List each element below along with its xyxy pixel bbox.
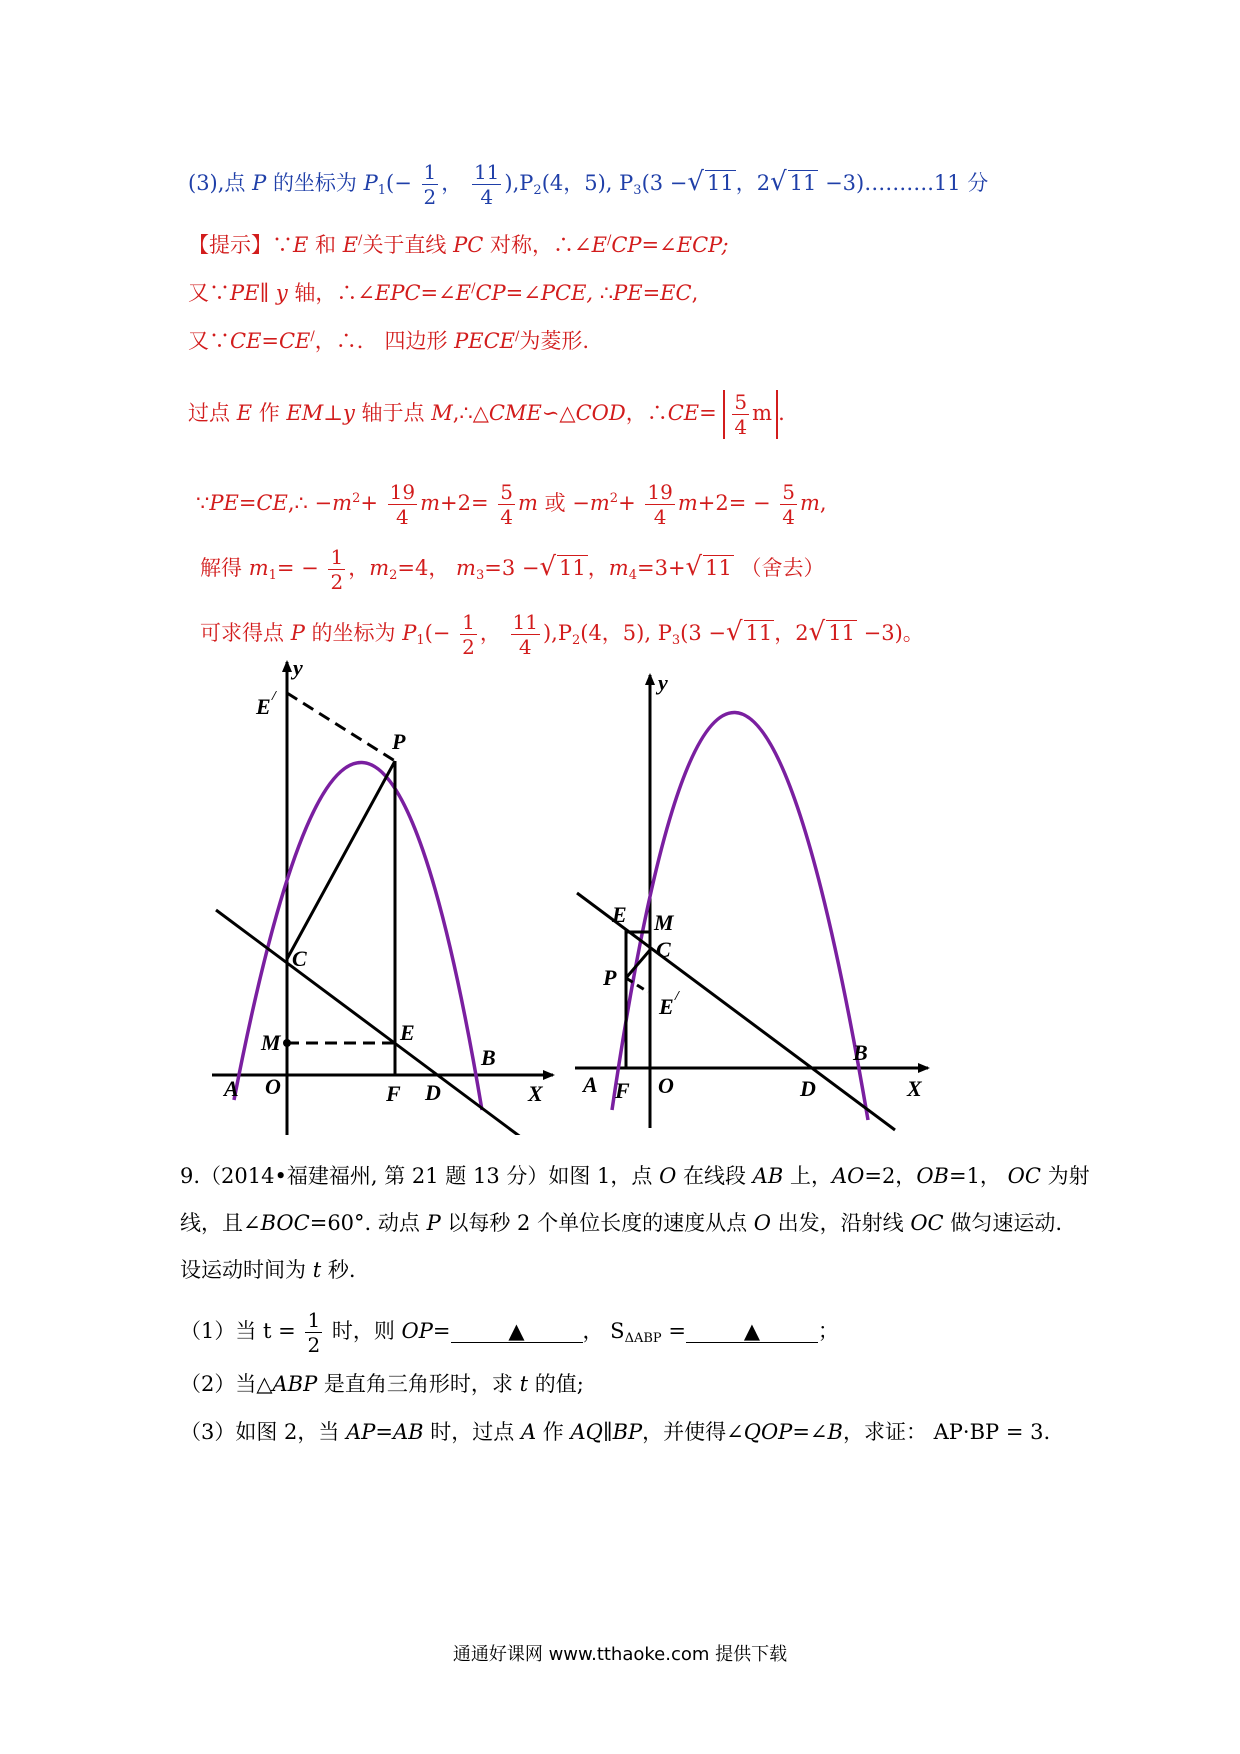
label-e: E (400, 1020, 415, 1045)
text: QOP (743, 1420, 793, 1444)
text: EM (286, 401, 324, 425)
text: m (752, 401, 773, 425)
label-p: P (603, 965, 617, 990)
text: ∴ (593, 281, 614, 305)
fraction (732, 390, 749, 439)
numerator: 11 (512, 610, 538, 634)
text: ),P (504, 171, 534, 195)
radicand: 11 (745, 621, 773, 645)
text: ， (587, 556, 609, 580)
label-a: A (224, 1076, 239, 1101)
label-e-prime: E (256, 694, 271, 719)
denominator: 4 (500, 505, 513, 529)
text: (3 − (641, 171, 688, 195)
radicand: 11 (559, 556, 586, 580)
text: 做匀速运动. (943, 1211, 1062, 1235)
text: t (519, 1372, 529, 1396)
text: BP (612, 1420, 643, 1444)
prime: / (515, 329, 520, 344)
text: 又∵ (188, 281, 230, 305)
text: 作 (252, 401, 287, 425)
text: AP (346, 1420, 376, 1444)
text: 的值; (528, 1372, 584, 1396)
text: P (252, 171, 267, 195)
hint-line-4 (188, 390, 785, 439)
page-footer: 通通好课网 www.tthaoke.com 提供下载 (452, 1644, 788, 1665)
text: 过点 (188, 401, 237, 425)
text: OB (916, 1164, 949, 1188)
text: (− (424, 621, 451, 645)
numerator: 1 (307, 1308, 321, 1332)
text: 作 (536, 1420, 571, 1444)
text: =3+ (636, 556, 686, 580)
text: ,∴ − (287, 491, 333, 515)
text: AO (831, 1164, 865, 1188)
label-e-prime-mark: / (272, 689, 276, 704)
figure-right (570, 660, 935, 1135)
fraction (472, 160, 501, 209)
sqrt-sign: √ (725, 617, 743, 647)
text: （3）如图 2，当 (180, 1420, 347, 1444)
label-o: O (265, 1074, 281, 1099)
text: 上， (783, 1164, 832, 1188)
text: 出发，沿射线 (770, 1211, 911, 1235)
problem9-line2 (180, 1209, 1062, 1237)
text: E (293, 233, 309, 257)
text: O (659, 1164, 677, 1188)
text: t (312, 1258, 322, 1282)
text: （2）当△ (180, 1372, 273, 1396)
dashed-ep (287, 693, 395, 761)
label-y: y (658, 670, 668, 695)
text: 时，则 (325, 1319, 402, 1343)
text: 3 (475, 568, 485, 583)
problem9-q1 (180, 1308, 839, 1357)
text: B (827, 1420, 843, 1444)
text: = (375, 1420, 393, 1444)
text: O (753, 1211, 771, 1235)
text: ΔABP (624, 1331, 662, 1346)
hint-line-2 (188, 275, 698, 307)
label-p: P (392, 729, 406, 754)
text: m (456, 556, 476, 580)
answer-part3 (188, 160, 988, 209)
point-m (283, 1039, 291, 1047)
text: ，∴． 四边形 (314, 329, 455, 353)
text: 轴于点 (354, 401, 432, 425)
line-cd (216, 910, 522, 1135)
denominator: 2 (330, 570, 344, 594)
text: = (699, 401, 717, 425)
radicand: 11 (828, 621, 855, 645)
label-e: E (612, 902, 627, 927)
text: +2= − (697, 491, 771, 515)
text: ∽△ (541, 401, 576, 425)
sqrt-sign: √ (685, 552, 703, 582)
numerator: 1 (423, 160, 437, 184)
text: (3),点 (188, 171, 246, 195)
text: = (432, 1319, 451, 1343)
answer-blank-op[interactable]: ▲ (451, 1320, 583, 1343)
text: （舍去） (733, 556, 825, 580)
text: ABP (272, 1372, 318, 1396)
denominator: 2 (462, 635, 475, 659)
prime: / (310, 329, 315, 344)
text: E (342, 233, 359, 257)
denominator: 4 (480, 185, 494, 209)
numerator: 5 (782, 480, 795, 504)
text: ∥ (259, 281, 276, 305)
dashed-pe-prime (626, 978, 648, 992)
text: OC (910, 1211, 944, 1235)
text: + (618, 491, 636, 515)
text: 轴，∴∠ (287, 281, 376, 305)
label-x: X (907, 1076, 922, 1101)
text: y (275, 281, 288, 305)
label-b: B (853, 1040, 868, 1065)
text: 2 (533, 183, 542, 198)
text: 秒. (321, 1258, 356, 1282)
denominator: 4 (396, 505, 409, 529)
text: P (426, 1211, 441, 1235)
text: =3 − (484, 556, 540, 580)
answer-blank-area[interactable]: ▲ (686, 1320, 818, 1343)
text: ， (348, 556, 370, 580)
radicand: 11 (705, 556, 732, 580)
sqrt-sign: √ (687, 167, 704, 197)
text: （1）当 t = (180, 1319, 296, 1343)
text: ， S (582, 1319, 625, 1343)
text: m (800, 491, 820, 515)
text: 对称，∴∠ (483, 233, 592, 257)
text: 的坐标为 (272, 171, 357, 195)
numerator: 5 (734, 390, 748, 414)
prime: / (471, 281, 476, 296)
text: ，2 (774, 621, 809, 645)
label-d: D (425, 1080, 441, 1105)
text: M (431, 401, 453, 425)
text: ； (817, 1319, 839, 1343)
text: m (518, 491, 538, 515)
text: CP=∠PCE, (475, 281, 594, 305)
text: + (360, 491, 378, 515)
text: = − (276, 556, 319, 580)
text: m (248, 556, 269, 580)
fraction (388, 480, 417, 529)
text: 的坐标为 (304, 621, 403, 645)
text: ， (479, 621, 501, 645)
problem9-line3 (180, 1256, 356, 1284)
problem9-q2 (180, 1370, 584, 1398)
text: P (402, 621, 417, 645)
text: EPC (375, 281, 421, 305)
text: −3)。 (856, 621, 924, 645)
text: 9.（2014•福建福州, 第 21 题 13 分）如图 1，点 (180, 1164, 660, 1188)
text: 2 (389, 568, 398, 583)
text: −3)……….11 分 (825, 171, 989, 195)
text: 又∵ (188, 329, 230, 353)
text: E (455, 281, 472, 305)
text: AB (392, 1420, 424, 1444)
text: m (420, 491, 441, 515)
absolute-value (723, 390, 778, 439)
label-y: y (293, 655, 303, 680)
label-e-prime-mark: / (675, 989, 679, 1004)
numerator: 1 (330, 545, 344, 569)
text: ∵ (196, 491, 210, 515)
parabola (234, 762, 482, 1110)
fraction (780, 480, 797, 529)
text: 可求得点 (200, 621, 291, 645)
label-e-prime: E (659, 994, 674, 1019)
denominator: 2 (307, 1333, 321, 1357)
text: m (608, 556, 629, 580)
prime: / (606, 233, 612, 248)
hint-line-6 (200, 545, 825, 594)
text: 1 (416, 633, 425, 648)
text: P (363, 171, 378, 195)
numerator: 5 (500, 480, 513, 504)
text: PECE (454, 329, 515, 353)
text: +2= (440, 491, 489, 515)
text: E (591, 233, 607, 257)
text: CE (667, 401, 700, 425)
text: 在线段 (676, 1164, 753, 1188)
text: =∠ (792, 1420, 828, 1444)
text: ∥ (602, 1420, 613, 1444)
text: ⊥ (323, 401, 343, 425)
text: E (236, 401, 253, 425)
text: 以每秒 2 个单位长度的速度从点 (440, 1211, 754, 1235)
text: m (332, 491, 353, 515)
text: CME (488, 401, 542, 425)
numerator: 19 (647, 480, 673, 504)
text: m (677, 491, 698, 515)
text: ， (441, 171, 463, 195)
numerator: 11 (473, 160, 500, 184)
text: 2 (352, 491, 361, 506)
figure-left (205, 650, 565, 1135)
text: (3 − (680, 621, 726, 645)
text: , (691, 281, 699, 305)
text: OC (1007, 1164, 1041, 1188)
numerator: 1 (462, 610, 475, 634)
label-m: M (654, 910, 674, 935)
text: ，2 (735, 171, 771, 195)
problem9-q3 (180, 1418, 1050, 1446)
text: BOC (260, 1211, 310, 1235)
text: 关于直线 (362, 233, 454, 257)
text: 时，过点 (423, 1420, 521, 1444)
text: =1， (948, 1164, 1008, 1188)
text: COD (575, 401, 626, 425)
text: m (589, 491, 610, 515)
text: ∵ (272, 233, 293, 257)
denominator: 4 (518, 635, 532, 659)
text: PC (453, 233, 484, 257)
text: y (342, 401, 355, 425)
text: PE=EC (613, 281, 692, 305)
text: 4 (628, 568, 637, 583)
text: =2， (864, 1164, 917, 1188)
label-o: O (658, 1073, 674, 1098)
text: 为菱形. (519, 329, 590, 353)
radicand: 11 (789, 171, 817, 195)
text: =60°. 动点 (309, 1211, 427, 1235)
text: 为射 (1040, 1164, 1090, 1188)
denominator: 4 (782, 505, 795, 529)
prime: / (358, 233, 363, 248)
text: 2 (609, 491, 619, 506)
text: 或 − (537, 491, 590, 515)
denominator: 2 (423, 185, 437, 209)
text: 1 (268, 568, 277, 583)
text: . (778, 401, 785, 425)
text: ,∴△ (452, 401, 489, 425)
denominator: 4 (734, 415, 748, 439)
text: (− (386, 171, 412, 195)
text: 线，且∠ (180, 1211, 261, 1235)
text: ，并使得∠ (642, 1420, 744, 1444)
text: ，∴ (625, 401, 668, 425)
text: (4，5), P (541, 171, 634, 195)
hint-line-1 (188, 227, 729, 259)
sqrt-sign: √ (770, 167, 787, 197)
segment-cp (287, 761, 395, 959)
text: m (369, 556, 390, 580)
text: 3 (671, 633, 681, 648)
text: AQ (570, 1420, 603, 1444)
text: , (819, 491, 827, 515)
label-f: F (386, 1081, 401, 1106)
text: P (290, 621, 305, 645)
label-c: C (292, 946, 307, 971)
label-c: C (656, 937, 671, 962)
denominator: 4 (653, 505, 667, 529)
text: 1 (377, 183, 387, 198)
fraction (645, 480, 674, 529)
text: 和 (308, 233, 343, 257)
text: =∠ (420, 281, 456, 305)
sqrt-sign: √ (808, 617, 826, 647)
text: CE=CE (230, 329, 311, 353)
label-a: A (583, 1072, 598, 1097)
text: PE=CE (209, 491, 288, 515)
text: OP (401, 1319, 433, 1343)
fraction (305, 1308, 322, 1357)
label-b: B (481, 1045, 496, 1070)
radicand: 11 (706, 171, 734, 195)
text: PE (230, 281, 260, 305)
fraction (422, 160, 439, 209)
text: ，求证： AP·BP = 3. (842, 1420, 1051, 1444)
text: 是直角三角形时，求 (317, 1372, 520, 1396)
hint-line-5 (196, 480, 827, 529)
label-d: D (800, 1076, 816, 1101)
hint-tag: 【提示】 (188, 233, 272, 257)
text: AB (752, 1164, 784, 1188)
text: 解得 (200, 556, 249, 580)
sqrt-sign: √ (539, 552, 557, 582)
fraction (328, 545, 345, 594)
label-x: X (528, 1081, 543, 1106)
text: A (520, 1420, 537, 1444)
text: ),P (542, 621, 572, 645)
text: 2 (571, 633, 581, 648)
numerator: 19 (389, 480, 416, 504)
fraction (498, 480, 515, 529)
label-m: M (261, 1030, 281, 1055)
label-f: F (615, 1078, 630, 1103)
problem9-line1 (180, 1162, 1090, 1190)
text: (4，5), P (580, 621, 672, 645)
text: = (661, 1319, 686, 1343)
text: =4， (397, 556, 457, 580)
text: CP=∠ECP; (611, 233, 729, 257)
text: 设运动时间为 (180, 1258, 313, 1282)
hint-line-3 (188, 323, 589, 355)
text: 3 (633, 183, 642, 198)
